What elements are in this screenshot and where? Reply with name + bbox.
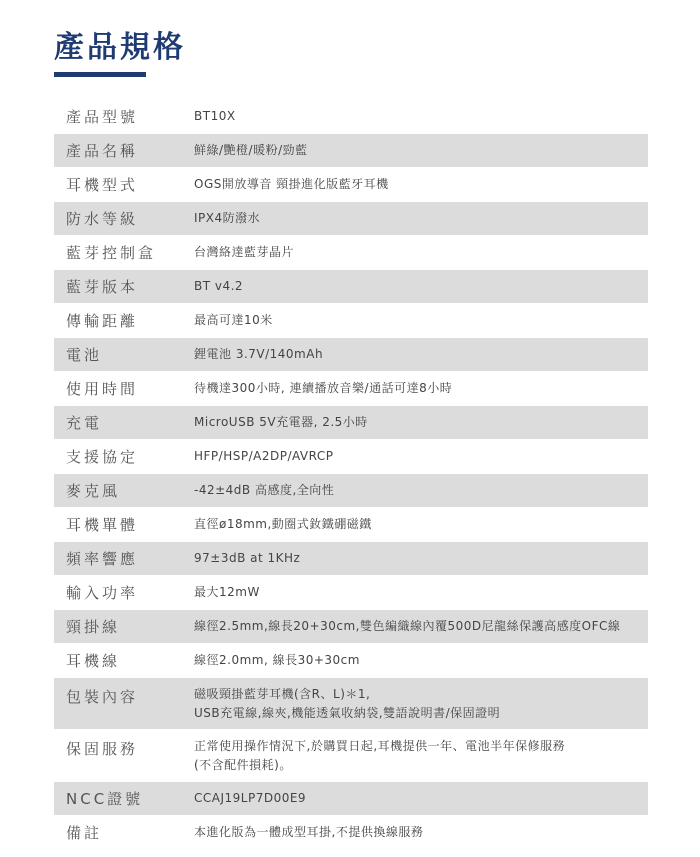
spec-row-protocols [54,440,648,474]
spec-row-driver [54,508,648,542]
spec-row-microphone [54,474,648,508]
spec-value: HFP/HSP/A2DP/AVRCP [194,449,334,463]
spec-value: -42±4dB 高感度,全向性 [194,483,335,497]
spec-value [194,685,648,723]
spec-label: 藍芽控制盒 [66,244,157,262]
spec-label: 保固服務 [66,740,139,758]
spec-label: 產品名稱 [66,142,139,160]
spec-value: 最高可達10米 [194,313,273,327]
spec-value: BT v4.2 [194,279,244,293]
spec-row-model [54,100,648,134]
spec-value-line: 磁吸頸掛藍芽耳機(含R、L)＊1, [194,686,371,701]
spec-value: 待機達300小時, 連續播放音樂/通話可達8小時 [194,381,453,395]
spec-value-line: (不含配件損耗)。 [194,757,292,772]
spec-row-neck-cable [54,610,648,644]
spec-label: 電池 [66,346,103,364]
spec-label: NCC證號 [66,790,144,808]
spec-row-frequency [54,542,648,576]
spec-label: 耳機單體 [66,516,139,534]
spec-value: MicroUSB 5V充電器, 2.5小時 [194,415,368,429]
spec-value-line: USB充電線,線夾,機能透氣收納袋,雙語說明書/保固證明 [194,705,501,720]
spec-row-controller [54,236,648,270]
spec-value-line: 正常使用操作情況下,於購買日起,耳機提供一年、電池半年保修服務 [194,738,566,753]
spec-value: 鮮綠/艷橙/暖粉/勁藍 [194,143,308,157]
spec-table [54,100,648,850]
spec-label: 充電 [66,414,103,432]
spec-value: 最大12mW [194,585,260,599]
spec-row-usage-time [54,372,648,406]
spec-value: 線徑2.5mm,線長20+30cm,雙色編織線內覆500D尼龍絲保護高感度OFC線 [194,619,621,633]
spec-row-remarks [54,816,648,850]
spec-row-battery [54,338,648,372]
spec-label: 支援協定 [66,448,139,466]
spec-label: 頸掛線 [66,618,121,636]
spec-row-package [54,678,648,730]
spec-row-earphone-cable [54,644,648,678]
spec-label: 產品型號 [66,108,139,126]
spec-row-name [54,134,648,168]
spec-label: 頻率響應 [66,550,139,568]
spec-label: 使用時間 [66,380,139,398]
spec-label: 輸入功率 [66,584,139,602]
spec-row-range [54,304,648,338]
spec-value: IPX4防潑水 [194,211,261,225]
spec-value: 97±3dB at 1KHz [194,551,301,565]
spec-row-bt-version [54,270,648,304]
spec-row-ncc [54,782,648,816]
spec-label: 包裝內容 [66,688,139,706]
spec-label: 藍芽版本 [66,278,139,296]
spec-value: OGS開放導音 頸掛進化版藍牙耳機 [194,177,389,191]
spec-value: BT10X [194,109,236,123]
spec-value: 本進化版為一體成型耳掛,不提供換線服務 [194,825,424,839]
spec-row-waterproof [54,202,648,236]
spec-row-warranty [54,730,648,782]
spec-value: 台灣絡達藍芽晶片 [194,245,295,259]
spec-label: 耳機線 [66,652,121,670]
spec-value: 直徑ø18mm,動圈式釹鐵硼磁鐵 [194,517,372,531]
spec-value: 鋰電池 3.7V/140mAh [194,347,324,361]
spec-label: 麥克風 [66,482,121,500]
spec-row-charging [54,406,648,440]
page-title: 產品規格 [54,30,186,65]
spec-row-type [54,168,648,202]
spec-row-power [54,576,648,610]
spec-label: 耳機型式 [66,176,139,194]
spec-value: CCAJ19LP7D00E9 [194,791,307,805]
title-underline [54,72,146,77]
spec-value [194,737,648,775]
spec-label: 防水等級 [66,210,139,228]
spec-label: 備註 [66,824,103,842]
spec-value: 線徑2.0mm, 線長30+30cm [194,653,360,667]
spec-label: 傳輸距離 [66,312,139,330]
